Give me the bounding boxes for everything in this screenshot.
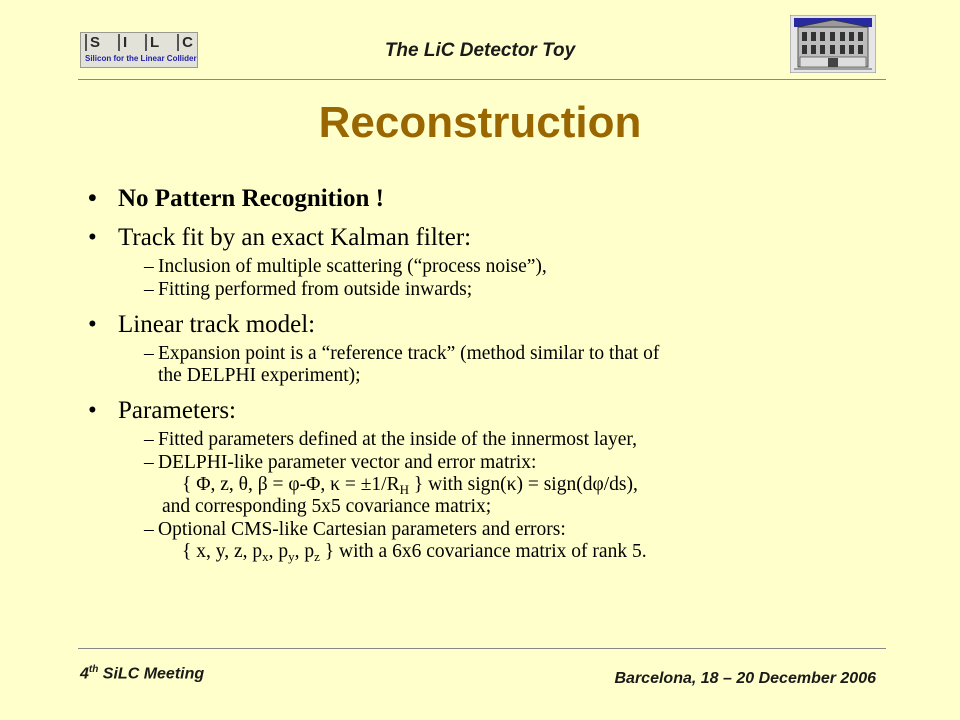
sub-item bbox=[82, 343, 892, 387]
footer-divider bbox=[78, 648, 886, 649]
footer-meeting-ordinal: th bbox=[88, 664, 99, 675]
sub-list bbox=[82, 256, 892, 301]
logo-letter: C bbox=[177, 34, 193, 51]
bullet-text: Track fit by an exact Kalman filter: bbox=[118, 224, 472, 251]
sub-dash: – bbox=[144, 279, 154, 300]
sub-text: Inclusion of multiple scattering (“process noise”), bbox=[158, 256, 547, 277]
sub-dash: – bbox=[144, 429, 154, 450]
formula-part: } with a 6x6 covariance matrix of rank 5. bbox=[319, 541, 647, 562]
sub-text: Fitted parameters defined at the inside of the innermost layer, bbox=[158, 429, 637, 450]
sub-item bbox=[82, 452, 892, 518]
header-divider bbox=[78, 79, 886, 80]
logo-letter: S bbox=[85, 34, 100, 51]
bullet-dot: • bbox=[88, 224, 97, 251]
sub-text: Expansion point is a “reference track” (method similar to that of bbox=[158, 343, 660, 364]
sub-item bbox=[82, 519, 892, 563]
logo-letter: I bbox=[118, 34, 127, 51]
sub-text: DELPHI-like parameter vector and error matrix: bbox=[158, 452, 537, 473]
sub-list bbox=[82, 429, 892, 563]
formula-part: , p bbox=[268, 541, 289, 562]
cartesian-vector-formula bbox=[158, 541, 892, 563]
formula-part: { x, y, z, p bbox=[182, 541, 263, 562]
sub-text-continued: and corresponding 5x5 covariance matrix; bbox=[162, 496, 492, 517]
formula-subscript: x bbox=[262, 549, 269, 564]
formula-part: { Φ, z, θ, β = φ-Φ, κ = ±1/R bbox=[182, 474, 400, 495]
bullet-text: No Pattern Recognition ! bbox=[118, 185, 384, 212]
logo-letter: L bbox=[145, 34, 159, 51]
bullet-text: Parameters: bbox=[118, 397, 237, 424]
bullet-item bbox=[82, 396, 892, 426]
formula-subscript: H bbox=[399, 482, 409, 497]
sub-dash: – bbox=[144, 343, 154, 364]
bullet-item bbox=[82, 184, 892, 214]
slide-title: Reconstruction bbox=[318, 98, 642, 147]
sub-dash: – bbox=[144, 452, 154, 473]
footer-meeting-text: SiLC Meeting bbox=[98, 665, 205, 683]
bullet-dot: • bbox=[88, 397, 97, 424]
footer-meeting-number: 4 bbox=[80, 665, 89, 683]
header-title: The LiC Detector Toy bbox=[384, 40, 576, 61]
sub-dash: – bbox=[144, 256, 154, 277]
footer-meeting bbox=[80, 664, 204, 683]
sub-list bbox=[82, 343, 892, 387]
formula-subscript: z bbox=[314, 549, 320, 564]
bullet-item bbox=[82, 223, 892, 253]
sub-item bbox=[82, 429, 892, 451]
bullet-dot: • bbox=[88, 185, 97, 212]
bullet-item bbox=[82, 310, 892, 340]
formula-part: } with sign(κ) = sign(dφ/ds), bbox=[409, 474, 638, 495]
sub-dash: – bbox=[144, 519, 154, 540]
sub-text-continued: the DELPHI experiment); bbox=[158, 365, 361, 386]
sub-item bbox=[82, 279, 892, 301]
bullet-text: Linear track model: bbox=[118, 311, 316, 338]
footer-location-date: Barcelona, 18 – 20 December 2006 bbox=[614, 670, 876, 687]
parameter-vector-formula bbox=[158, 474, 892, 496]
sub-text: Fitting performed from outside inwards; bbox=[158, 279, 473, 300]
slide-body bbox=[82, 184, 892, 563]
building-logo bbox=[790, 15, 876, 73]
formula-subscript: y bbox=[288, 549, 295, 564]
sub-text: Optional CMS-like Cartesian parameters and errors: bbox=[158, 519, 566, 540]
formula-part: , p bbox=[294, 541, 315, 562]
bullet-dot: • bbox=[88, 311, 97, 338]
sub-item bbox=[82, 256, 892, 278]
silc-logo-tagline: Silicon for the Linear Collider bbox=[85, 54, 197, 63]
